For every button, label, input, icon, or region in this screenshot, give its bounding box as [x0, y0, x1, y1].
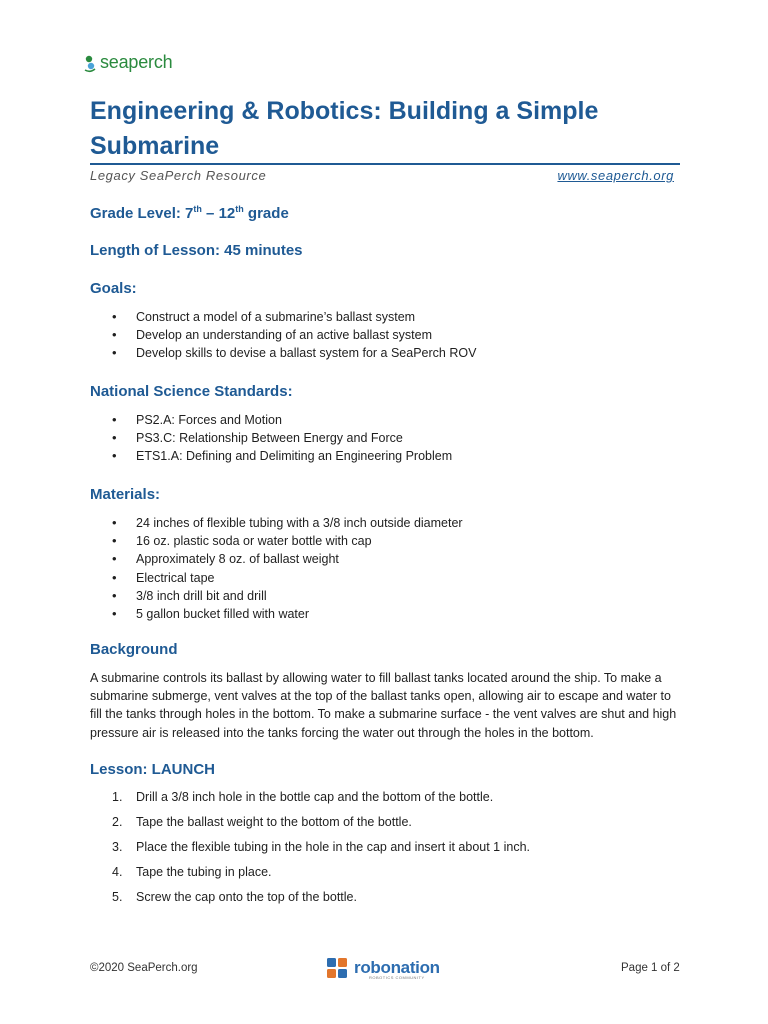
- logo-robo-text: robo: [354, 958, 391, 977]
- list-item: • Approximately 8 oz. of ballast weight: [90, 550, 690, 568]
- page-number: Page 1 of 2: [621, 962, 680, 974]
- logo-tagline: ROBOTICS COMMUNITY: [369, 975, 425, 980]
- step-number: 3.: [112, 840, 123, 854]
- subtitle-row: [90, 168, 674, 183]
- step-number: 1.: [112, 790, 123, 804]
- step-number: 5.: [112, 890, 123, 904]
- step-text: Screw the cap onto the top of the bottle.: [136, 890, 357, 904]
- standards-list: [90, 411, 690, 466]
- standards-heading: National Science Standards:: [90, 383, 293, 400]
- goals-heading: Goals:: [90, 280, 137, 297]
- grade-suffix: grade: [243, 205, 289, 222]
- list-item: • 3/8 inch drill bit and drill: [90, 587, 690, 605]
- seaperch-logo: [82, 52, 172, 73]
- goals-list: [90, 308, 690, 363]
- list-item: [90, 838, 690, 863]
- subtitle: Legacy SeaPerch Resource: [90, 168, 267, 183]
- grade-sup-2: th: [235, 204, 244, 214]
- website-link[interactable]: www.seaperch.org: [557, 168, 674, 183]
- grade-prefix: Grade Level: 7: [90, 205, 194, 222]
- list-item: [90, 788, 690, 813]
- list-item: • PS3.C: Relationship Between Energy and Force: [90, 429, 690, 447]
- robonation-robot-icon: [326, 956, 350, 980]
- page-title: Engineering & Robotics: Building a Simple Submarine: [90, 97, 599, 160]
- list-item: • 16 oz. plastic soda or water bottle with cap: [90, 532, 690, 550]
- footer-copyright: ©2020 SeaPerch.org: [90, 962, 198, 974]
- list-item: • Electrical tape: [90, 569, 690, 587]
- logo-perch-text: perch: [128, 52, 173, 72]
- list-item: • Construct a model of a submarine’s ballast system: [90, 308, 690, 326]
- seaperch-fish-icon: [82, 53, 98, 73]
- logo-sea-text: sea: [100, 52, 129, 72]
- grade-sup-1: th: [193, 204, 202, 214]
- list-item: • ETS1.A: Defining and Delimiting an Engineering Problem: [90, 447, 690, 465]
- list-item: • Develop skills to devise a ballast system for a SeaPerch ROV: [90, 344, 690, 362]
- lesson-heading: Lesson: LAUNCH: [90, 761, 216, 778]
- step-text: Drill a 3/8 inch hole in the bottle cap and the bottom of the bottle.: [136, 790, 494, 804]
- materials-heading: Materials:: [90, 486, 161, 503]
- list-item: [90, 863, 690, 888]
- step-text: Tape the tubing in place.: [136, 865, 272, 879]
- logo-nation-text: nation: [390, 958, 440, 977]
- step-number: 2.: [112, 815, 123, 829]
- list-item: [90, 888, 690, 913]
- title-divider: [90, 163, 680, 165]
- step-text: Place the flexible tubing in the hole in the cap and insert it about 1 inch.: [136, 840, 531, 854]
- materials-list: [90, 514, 690, 623]
- lesson-length-heading: Length of Lesson: 45 minutes: [90, 242, 303, 259]
- background-heading: Background: [90, 641, 178, 658]
- grade-level-heading: [90, 204, 289, 222]
- list-item: • 24 inches of flexible tubing with a 3/8 inch outside diameter: [90, 514, 690, 532]
- robonation-logo: [326, 956, 440, 980]
- list-item: [90, 813, 690, 838]
- background-paragraph: A submarine controls its ballast by allowing water to fill ballast tanks located around the ship. To make a submarine submerge, vent valves at the top of the ballast tanks open, allowing air to escape and water to fill the tanks through holes in the bottom. To make a submarine surface - the vent valves are shut and high pressure air is released into the tanks forcing the water out through the holes in the bottom.: [90, 671, 677, 740]
- list-item: • 5 gallon bucket filled with water: [90, 605, 690, 623]
- step-text: Tape the ballast weight to the bottom of the bottle.: [136, 815, 412, 829]
- grade-middle: – 12: [201, 205, 236, 222]
- list-item: • Develop an understanding of an active ballast system: [90, 326, 690, 344]
- lesson-steps: [90, 788, 690, 913]
- list-item: • PS2.A: Forces and Motion: [90, 411, 690, 429]
- step-number: 4.: [112, 865, 123, 879]
